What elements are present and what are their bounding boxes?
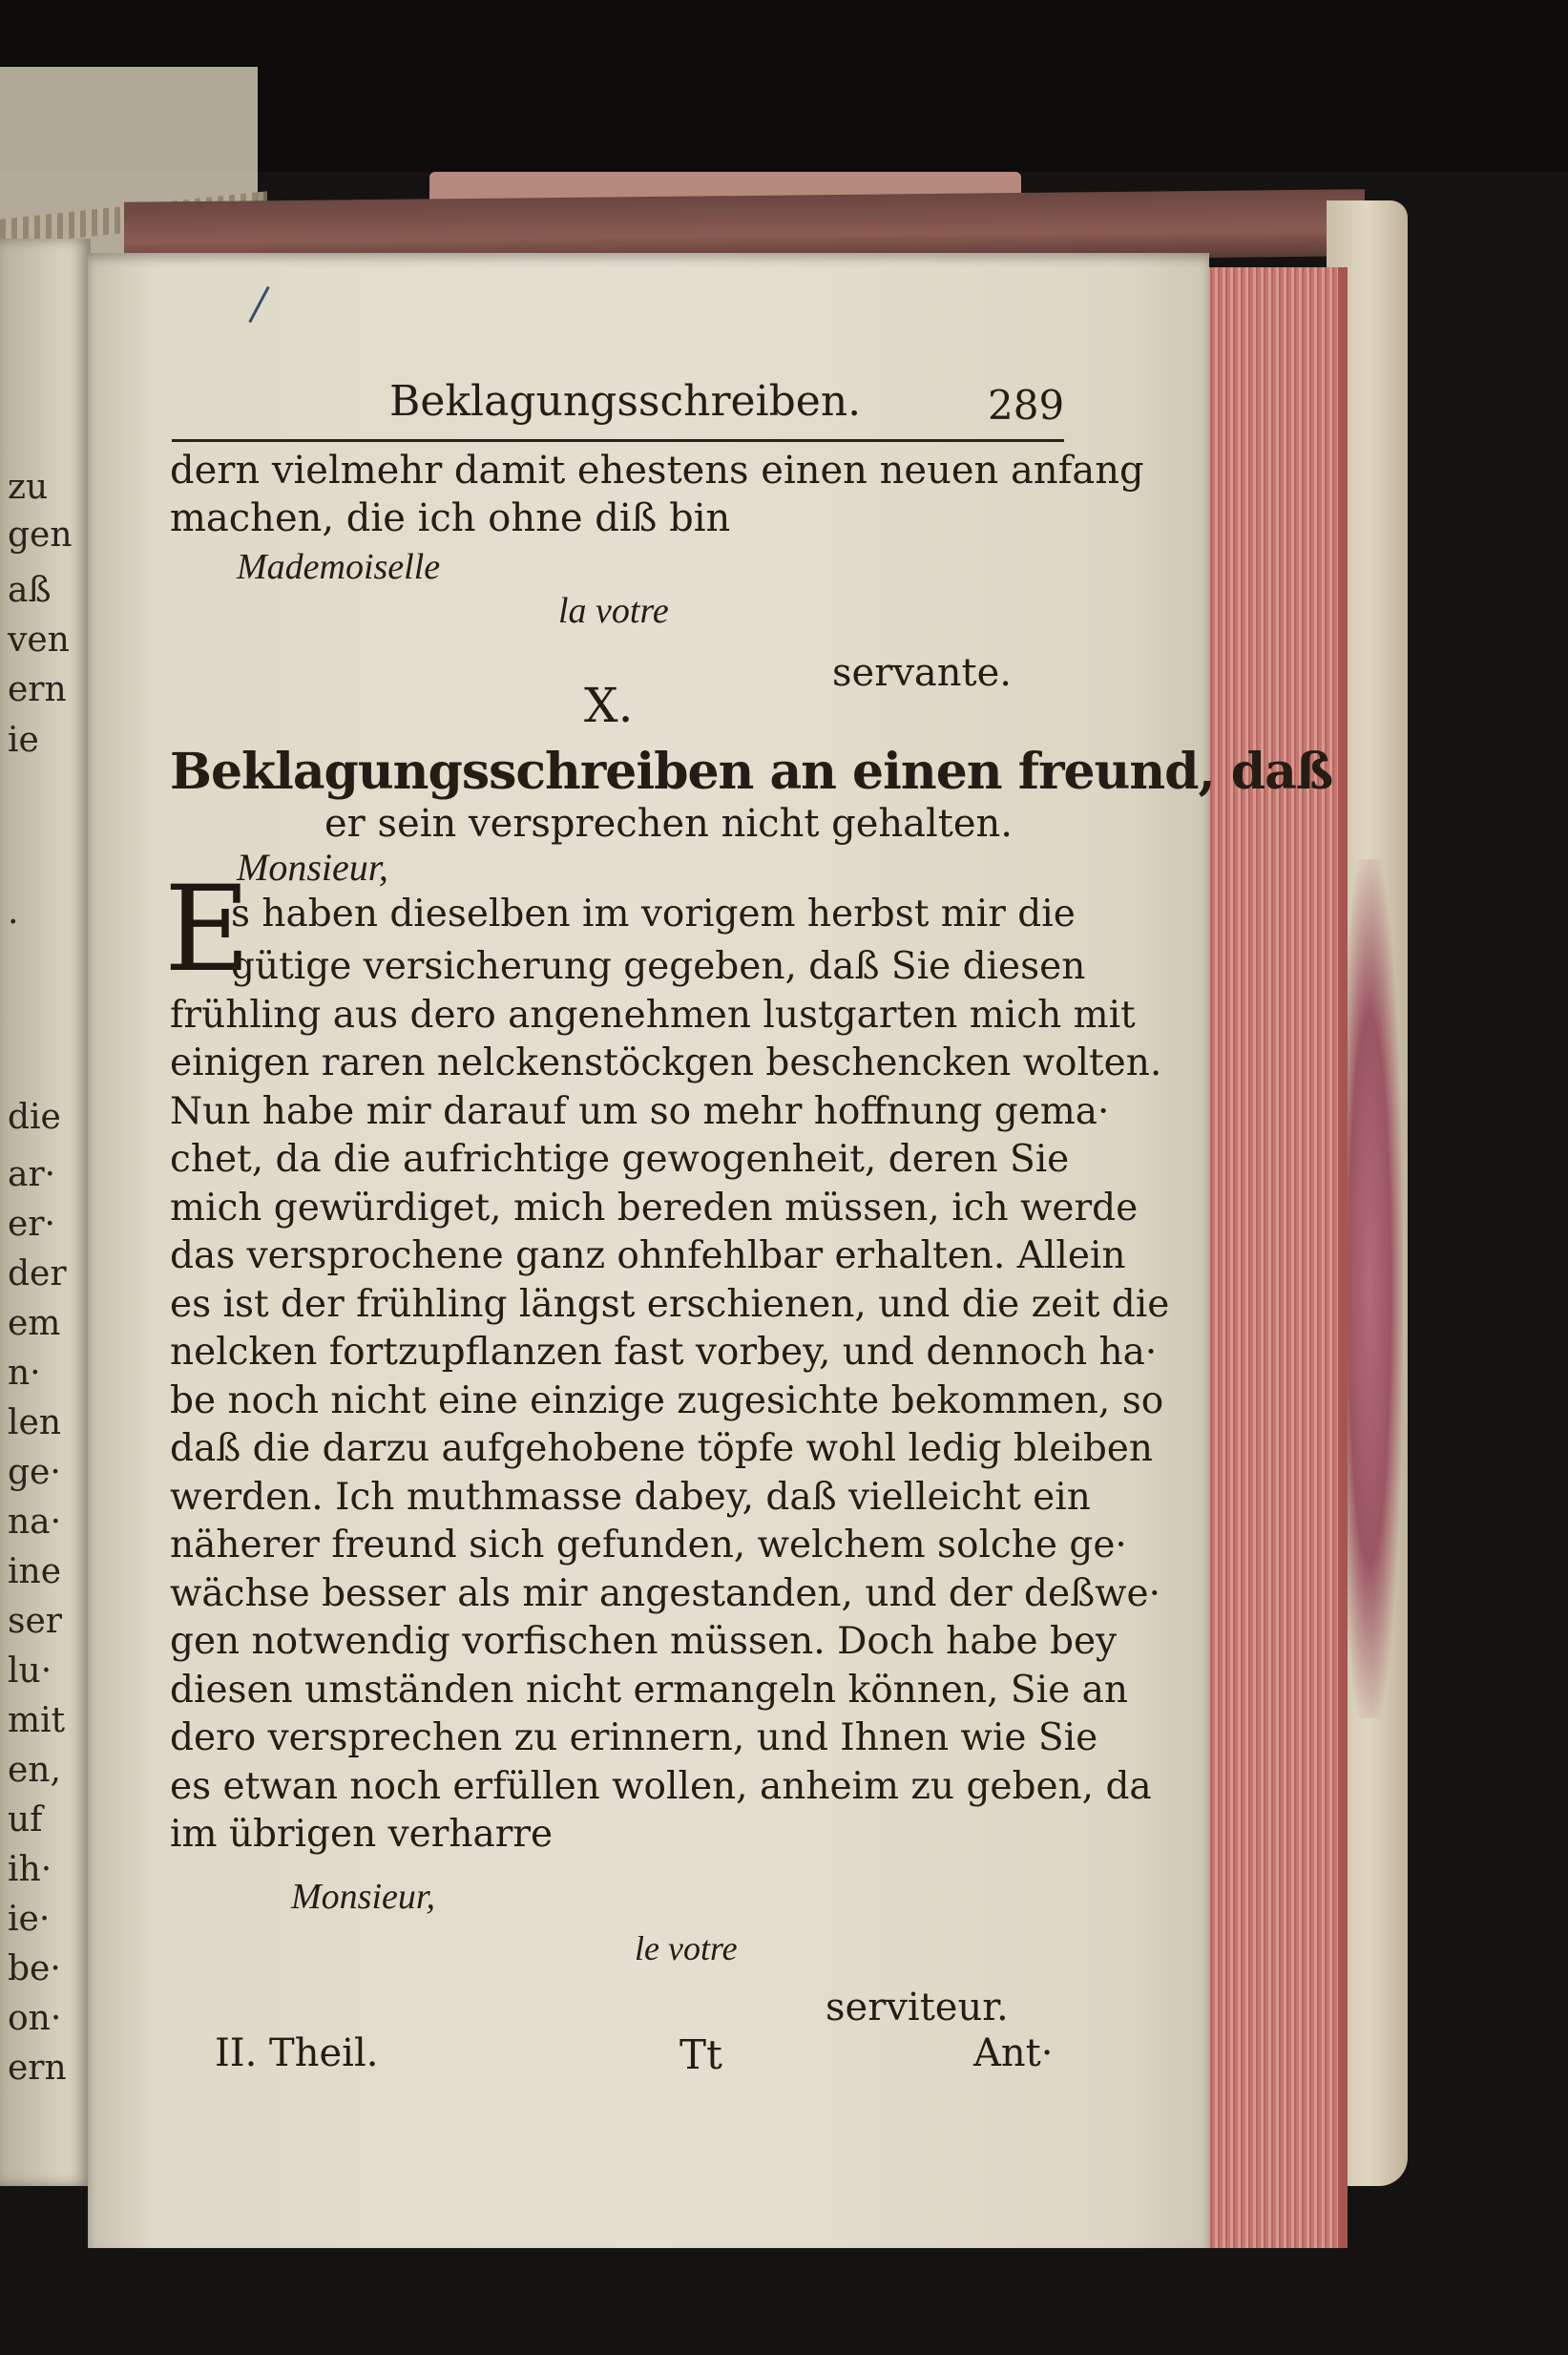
facing-page-fragment: mit — [8, 1701, 66, 1740]
text-line: gütige versicherung gegeben, daß Sie diesen — [231, 945, 1086, 988]
catchword: Ant· — [973, 2031, 1054, 2075]
facing-page-fragment: len — [8, 1403, 62, 1442]
text-line: nelcken fortzupflanzen fast vorbey, und dennoch ha· — [170, 1331, 1158, 1374]
closing-salutation: Monsieur, — [291, 1877, 435, 1917]
text-line: mich gewürdiget, mich bereden müssen, ich werde — [170, 1186, 1139, 1230]
text-line: werden. Ich muthmasse dabey, daß vielleicht ein — [170, 1475, 1091, 1519]
text-line: dero versprechen zu erinnern, und Ihnen wie Sie — [170, 1716, 1098, 1759]
facing-page-fragment: na· — [8, 1503, 62, 1542]
facing-page-fragment: uf — [8, 1800, 43, 1840]
facing-page-fragment: ie· — [8, 1900, 51, 1939]
facing-page-fragment: be· — [8, 1949, 61, 1988]
drop-cap: E — [164, 861, 251, 999]
salutation: Mademoiselle — [237, 547, 441, 587]
facing-page-fragment: ern — [8, 670, 67, 709]
closing-line: la votre — [558, 591, 669, 631]
running-title: Beklagungsschreiben. — [389, 377, 862, 426]
facing-page-fragment: ven — [8, 620, 70, 660]
text-line: gen notwendig vorfischen müssen. Doch habe bey — [170, 1620, 1118, 1663]
facing-page-edge — [0, 239, 91, 2186]
text-line: daß die darzu aufgehobene töpfe wohl ledig bleiben — [170, 1427, 1153, 1470]
facing-page-fragment: ge· — [8, 1453, 61, 1492]
text-line: im übrigen verharre — [170, 1813, 554, 1856]
text-line: es ist der frühling längst erschienen, und die zeit die — [170, 1282, 1170, 1326]
text-line: das versprochene ganz ohnfehlbar erhalten. Allein — [170, 1234, 1126, 1277]
text-line: machen, die ich ohne diß bin — [170, 496, 731, 540]
section-heading: Beklagungsschreiben an einen freund, daß — [170, 743, 1333, 801]
facing-page-fragment: ine — [8, 1552, 62, 1591]
closing-line: serviteur. — [826, 1986, 1009, 2029]
text-line: dern vielmehr damit ehestens einen neuen anfang — [170, 449, 1144, 493]
facing-page-fragment: ih· — [8, 1850, 52, 1889]
facing-page-fragment: aß — [8, 571, 52, 610]
facing-page-fragment: die — [8, 1098, 61, 1137]
section-numeral: X. — [584, 678, 634, 733]
page-fore-edge — [1204, 267, 1348, 2248]
closing-line: servante. — [832, 651, 1012, 695]
facing-page-fragment: lu· — [8, 1651, 52, 1691]
text-line: Nun habe mir darauf um so mehr hoffnung gema· — [170, 1089, 1110, 1133]
text-line: be noch nicht eine einzige zugesichte bekommen, so — [170, 1378, 1164, 1422]
text-line: diesen umständen nicht ermangeln können, Sie an — [170, 1668, 1128, 1712]
facing-page-fragment: ie — [8, 721, 39, 760]
section-heading-line2: er sein versprechen nicht gehalten. — [324, 802, 1014, 846]
text-line: frühling aus dero angenehmen lustgarten mich mit — [170, 993, 1136, 1037]
facing-page-fragment: ern — [8, 2049, 67, 2088]
signature-mark: Tt — [679, 2031, 722, 2078]
facing-page-fragment: gen — [8, 515, 73, 555]
facing-page-fragment: n· — [8, 1354, 41, 1393]
header-rule — [172, 439, 1064, 442]
signature: II. Theil. — [215, 2031, 379, 2075]
facing-page-fragment: . — [8, 893, 19, 932]
facing-page-fragment: en, — [8, 1751, 61, 1790]
facing-page-fragment: der — [8, 1254, 67, 1293]
closing-line: le votre — [635, 1929, 738, 1967]
address: Monsieur, — [237, 846, 388, 889]
text-line: s haben dieselben im vorigem herbst mir die — [231, 893, 1076, 936]
facing-page-fragment: em — [8, 1304, 61, 1343]
page-number: 289 — [988, 382, 1065, 429]
facing-page-fragment: ser — [8, 1602, 62, 1641]
text-line: es etwan noch erfüllen wollen, anheim zu geben, da — [170, 1764, 1152, 1808]
facing-page-fragment: on· — [8, 1999, 62, 2038]
text-line: wächse besser als mir angestanden, und der deßwe· — [170, 1571, 1160, 1615]
facing-page-fragment: ar· — [8, 1155, 56, 1194]
text-line: näherer freund sich gefunden, welchem solche ge· — [170, 1524, 1127, 1566]
facing-page-fragment: er· — [8, 1205, 55, 1244]
text-line: einigen raren nelckenstöckgen beschencken wolten. — [170, 1041, 1162, 1084]
text-line: chet, da die aufrichtige gewogenheit, deren Sie — [170, 1138, 1070, 1181]
facing-page-fragment: zu — [8, 468, 49, 507]
